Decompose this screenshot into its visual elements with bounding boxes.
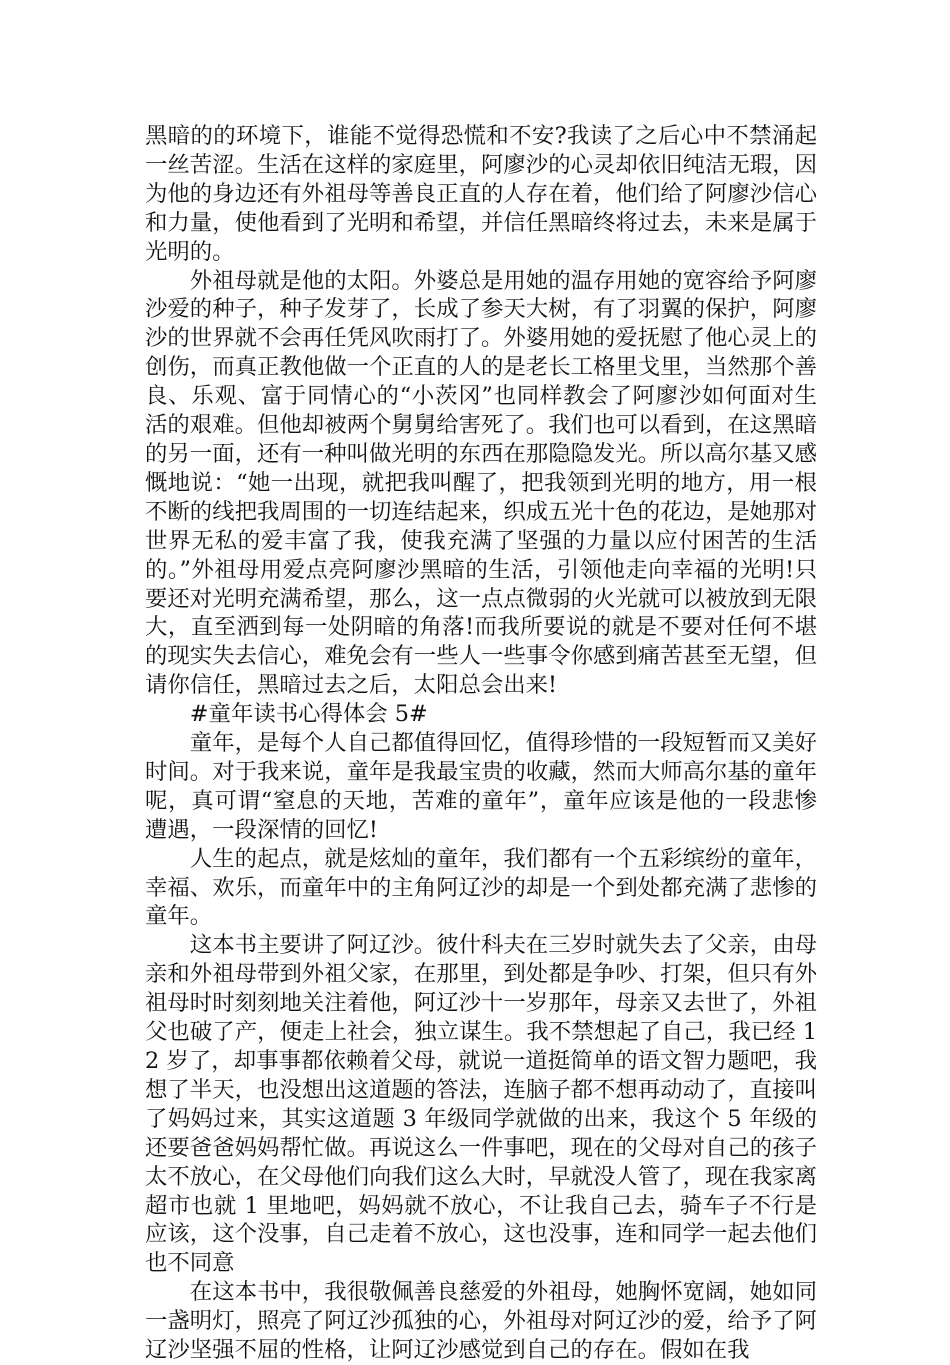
paragraph-5: 这本书主要讲了阿辽沙。彼什科夫在三岁时就失去了父亲，由母亲和外祖母带到外祖父家，在那里，到处都是争吵、打架，但只有外祖母时时刻刻地关注着他，阿辽沙十一岁那年，母亲又去世了，外祖父也破了产，便走上社会，独立谋生。我不禁想起了自己，我已经 12 岁了，却事事都依赖着父母，就说一道挺简单的语文智力题吧，我想了半天，也没想出这道题的答法，连脑子都不想再动动了，直接叫了妈妈过来，其实这道题 3 年级同学就做的出来，我这个 5 年级的还要爸爸妈妈帮忙做。再说这么一件事吧，现在的父母对自己的孩子太不放心，在父母他们向我们这么大时，早就没人管了，现在我家离超市也就 1 里地吧，妈妈就不放心，不让我自己去，骑车子不行是应该，这个没事，自己走着不放心，这也没事，连和同学一起去他们也不同意 <box>145 932 817 1277</box>
paragraph-3: 童年，是每个人自己都值得回忆，值得珍惜的一段短暂而又美好时间。对于我来说，童年是我最宝贵的收藏，然而大师高尔基的童年呢，真可谓“窒息的天地，苦难的童年”，童年应该是他的一段悲惨遭遇，一段深情的回忆! <box>145 730 817 843</box>
paragraph-2: 外祖母就是他的太阳。外婆总是用她的温存用她的宽容给予阿廖沙爱的种子，种子发芽了，长成了参天大树，有了羽翼的保护，阿廖沙的世界就不会再任凭风吹雨打了。外婆用她的爱抚慰了他心灵上的创伤，而真正教他做一个正直的人的是老长工格里戈里，当然那个善良、乐观、富于同情心的“小茨冈”也同样教会了阿廖沙如何面对生活的艰难。但他却被两个舅舅给害死了。我们也可以看到，在这黑暗的另一面，还有一种叫做光明的东西在那隐隐发光。所以高尔基又感慨地说：“她一出现，就把我叫醒了，把我领到光明的地方，用一根不断的线把我周围的一切连结起来，织成五光十色的花边，是她那对世界无私的爱丰富了我，使我充满了坚强的力量以应付困苦的生活的。”外祖母用爱点亮阿廖沙黑暗的生活，引领他走向幸福的光明!只要还对光明充满希望，那么，这一点点微弱的火光就可以被放到无限大，直至洒到每一处阴暗的角落!而我所要说的就是不要对任何不堪的现实失去信心，难免会有一些人一些事令你感到痛苦甚至无望，但请你信任，黑暗过去之后，太阳总会出来! <box>145 267 817 699</box>
paragraph-1: 黑暗的的环境下，谁能不觉得恐慌和不安?我读了之后心中不禁涌起一丝苦涩。生活在这样的家庭里，阿廖沙的心灵却依旧纯洁无瑕，因为他的身边还有外祖母等善良正直的人存在着，他们给了阿廖沙信心和力量，使他看到了光明和希望，并信任黑暗终将过去，未来是属于光明的。 <box>145 123 817 265</box>
document-body <box>145 122 817 1365</box>
section-heading: #童年读书心得体会 5# <box>189 701 428 728</box>
paragraph-6: 在这本书中，我很敬佩善良慈爱的外祖母，她胸怀宽阔，她如同一盏明灯，照亮了阿辽沙孤独的心，外祖母对阿辽沙的爱，给予了阿辽沙坚强不屈的性格，让阿辽沙感觉到自己的存在。假如在我 <box>145 1279 817 1364</box>
paragraph-4: 人生的起点，就是炫灿的童年，我们都有一个五彩缤纷的童年，幸福、欢乐，而童年中的主角阿辽沙的却是一个到处都充满了悲惨的童年。 <box>145 845 817 930</box>
